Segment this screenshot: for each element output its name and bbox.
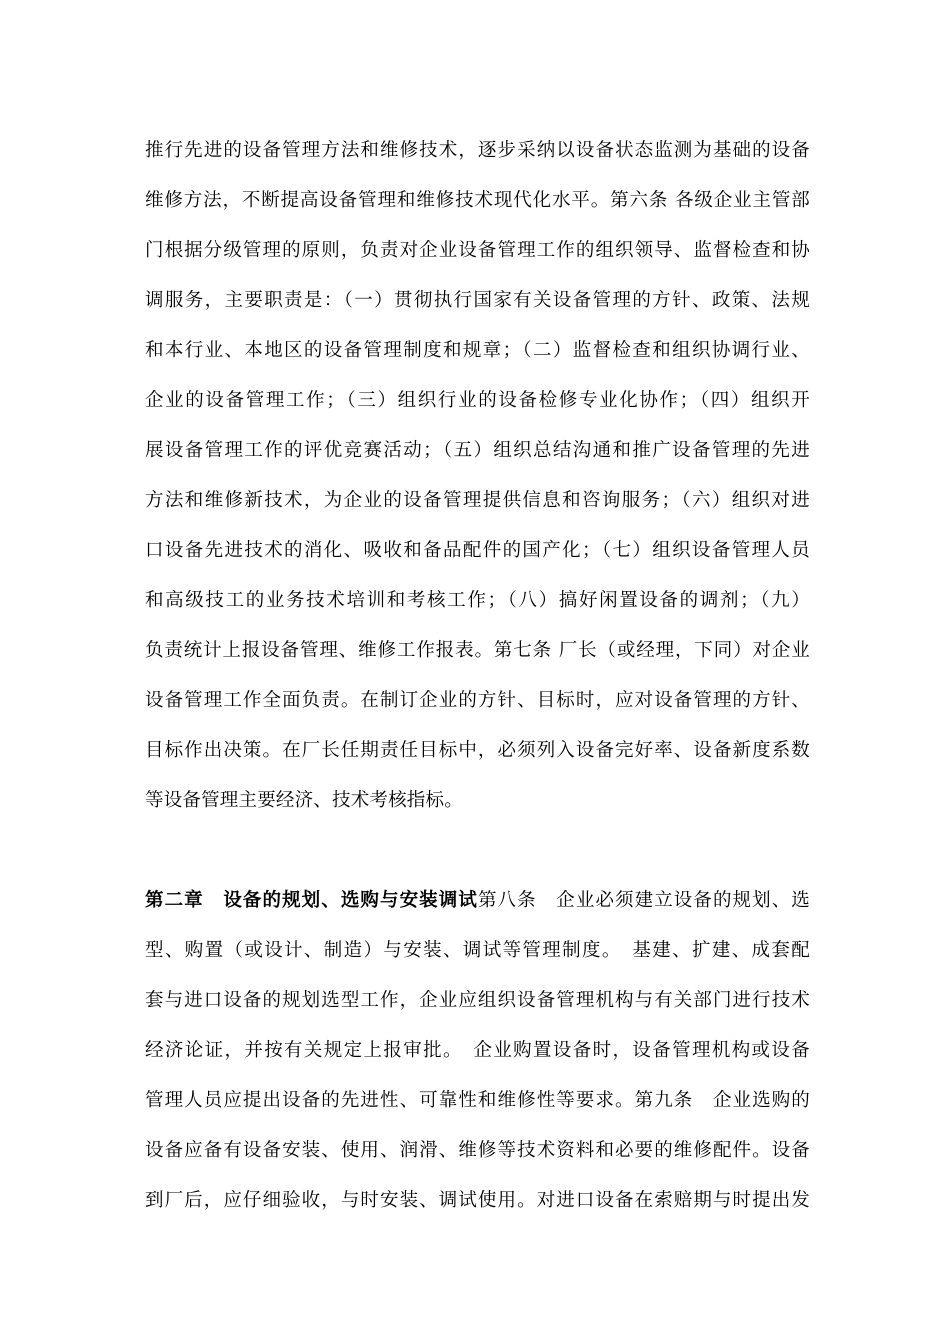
paragraph-line: 和本行业、本地区的设备管理制度和规章；（二）监督检查和组织协调行业、 — [145, 340, 810, 361]
paragraph-line: 展设备管理工作的评优竞赛活动；（五）组织总结沟通和推广设备管理的先进 — [145, 440, 810, 461]
paragraph-line: 型、购置（或设计、制造）与安装、调试等管理制度。 基建、扩建、成套配 — [145, 940, 810, 961]
chapter-first-line — [145, 881, 810, 931]
paragraph-line: 推行先进的设备管理方法和维修技术，逐步采纳以设备状态监测为基础的设备 — [145, 140, 810, 161]
paragraph-line: 门根据分级管理的原则，负责对企业设备管理工作的组织领导、监督检查和协 — [145, 240, 810, 261]
paragraph-line: 经济论证，并按有关规定上报审批。 企业购置设备时，设备管理机构或设备 — [145, 1040, 810, 1061]
paragraph-line: 负责统计上报设备管理、维修工作报表。第七条 厂长（或经理，下同）对企业 — [145, 640, 810, 661]
paragraph-line: 企业的设备管理工作；（三）组织行业的设备检修专业化协作；（四）组织开 — [145, 390, 810, 411]
chapter-first-line-text: 第八条 企业必须建立设备的规划、选 — [477, 890, 810, 911]
paragraph-line: 套与进口设备的规划选型工作，企业应组织设备管理机构与有关部门进行技术 — [145, 990, 810, 1011]
paragraph-line: 和高级技工的业务技术培训和考核工作；（八）搞好闲置设备的调剂；（九） — [145, 590, 810, 611]
paragraph-line: 设备应备有设备安装、使用、润滑、维修等技术资料和必要的维修配件。设备 — [145, 1140, 810, 1161]
paragraph-line: 等设备管理主要经济、技术考核指标。 — [145, 790, 463, 811]
paragraph-line: 调服务，主要职责是：（一）贯彻执行国家有关设备管理的方针、政策、法规 — [145, 290, 810, 311]
paragraph-spacer — [145, 831, 810, 881]
chapter-heading: 第二章 设备的规划、选购与安装调试 — [145, 890, 478, 911]
paragraph-line: 口设备先进技术的消化、吸收和备品配件的国产化；（七）组织设备管理人员 — [145, 540, 810, 561]
paragraph-line: 维修方法，不断提高设备管理和维修技术现代化水平。第六条 各级企业主管部 — [145, 190, 810, 211]
document-body — [145, 131, 810, 1231]
paragraph-line: 管理人员应提出设备的先进性、可靠性和维修性等要求。第九条 企业选购的 — [145, 1090, 810, 1111]
paragraph-line: 方法和维修新技术，为企业的设备管理提供信息和咨询服务；（六）组织对进 — [145, 490, 810, 511]
paragraph-line: 目标作出决策。在厂长任期责任目标中，必须列入设备完好率、设备新度系数 — [145, 740, 810, 761]
paragraph-line: 到厂后，应仔细验收，与时安装、调试使用。对进口设备在索赔期与时提出发 — [145, 1190, 810, 1211]
paragraph-line: 设备管理工作全面负责。在制订企业的方针、目标时，应对设备管理的方针、 — [145, 690, 810, 711]
